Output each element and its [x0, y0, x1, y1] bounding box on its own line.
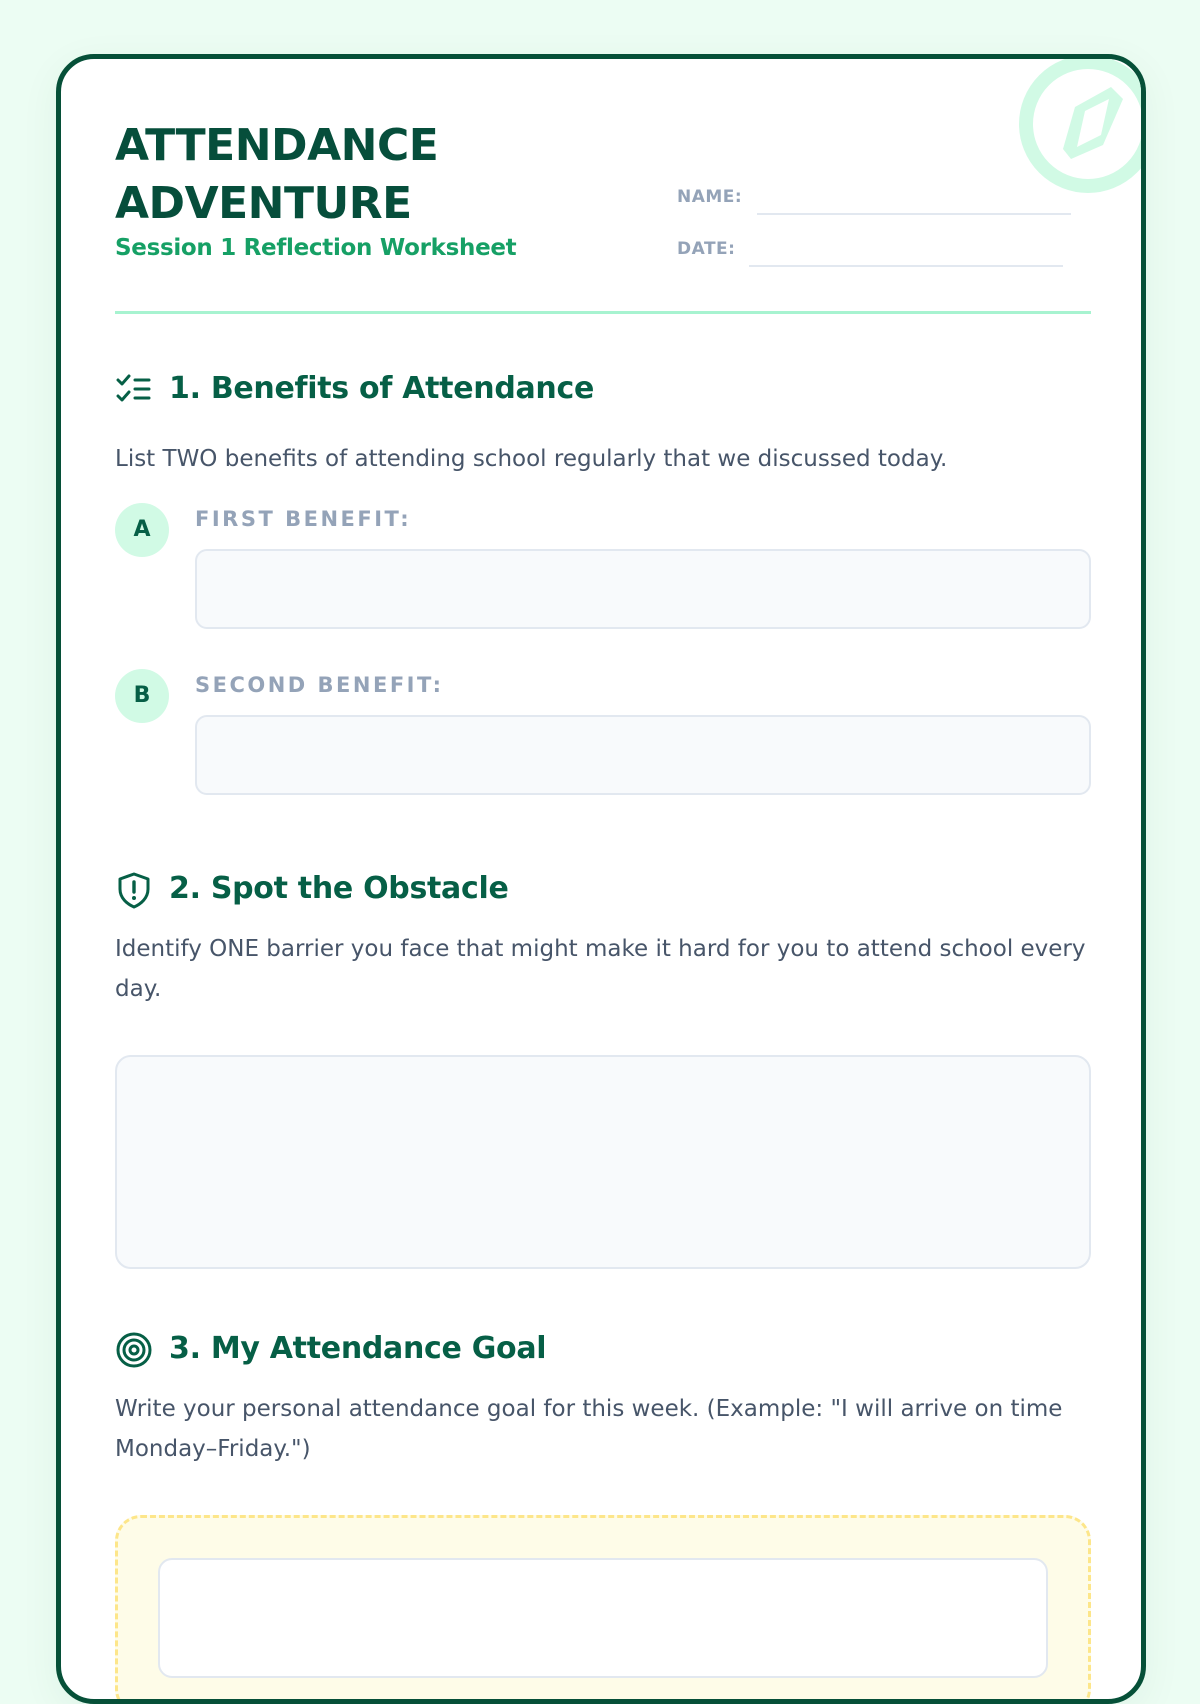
checklist-icon	[115, 371, 153, 409]
section-1-instruction: List TWO benefits of attending school regularly that we discussed today.	[115, 446, 948, 472]
first-benefit-input[interactable]	[195, 549, 1091, 629]
goal-input[interactable]	[158, 1558, 1048, 1678]
date-label: DATE:	[677, 239, 736, 259]
section-3-title: 3. My Attendance Goal	[169, 1331, 547, 1366]
date-field[interactable]	[749, 265, 1063, 267]
compass-icon	[1013, 54, 1146, 199]
target-icon	[115, 1331, 153, 1369]
shield-alert-icon	[115, 871, 153, 909]
section-2-title: 2. Spot the Obstacle	[169, 871, 509, 906]
section-3-instruction: Write your personal attendance goal for this week. (Example: "I will arrive on time Monday–Friday.")	[115, 1396, 1063, 1462]
badge-b: B	[115, 669, 169, 723]
section-1-title: 1. Benefits of Attendance	[169, 371, 595, 406]
name-label: NAME:	[677, 187, 743, 207]
obstacle-input[interactable]	[115, 1055, 1091, 1269]
section-2-instruction: Identify ONE barrier you face that might make it hard for you to attend school every day.	[115, 936, 1086, 1002]
second-benefit-input[interactable]	[195, 715, 1091, 795]
header-divider	[115, 311, 1091, 314]
second-benefit-label: SECOND BENEFIT:	[195, 673, 444, 697]
title-line-2: ADVENTURE	[115, 178, 412, 229]
first-benefit-label: FIRST BENEFIT:	[195, 507, 412, 531]
badge-a: A	[115, 503, 169, 557]
worksheet-card	[56, 54, 1146, 1704]
name-field[interactable]	[757, 213, 1071, 215]
goal-box	[115, 1515, 1091, 1704]
worksheet-subtitle: Session 1 Reflection Worksheet	[115, 235, 517, 261]
worksheet-title	[115, 117, 438, 233]
title-line-1: ATTENDANCE	[115, 120, 439, 171]
